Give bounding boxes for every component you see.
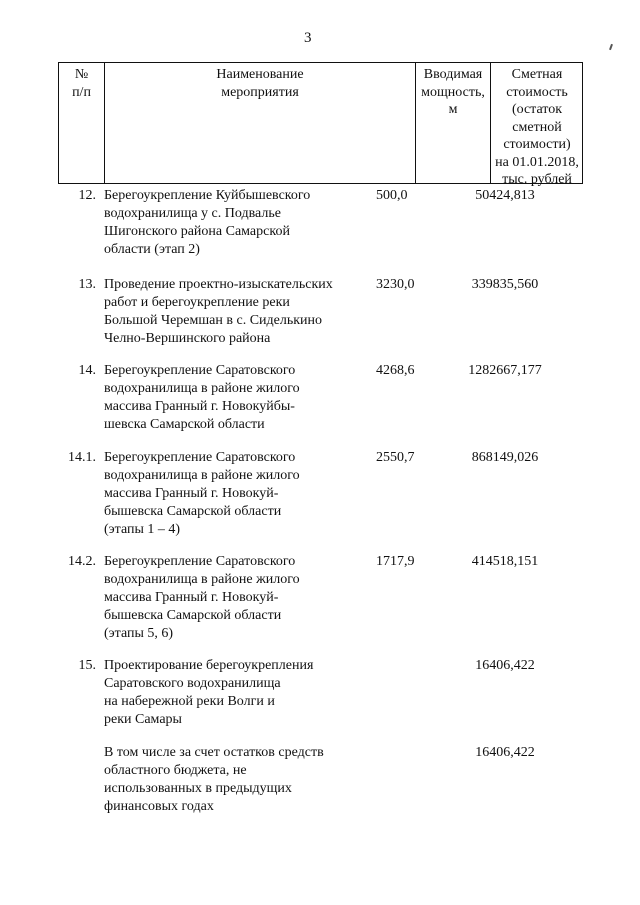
row-name: Берегоукрепление Саратовского водохранилища в районе жилого массива Гранный г. Новокуйбы- шевска Самарской области — [104, 363, 300, 432]
row-name: В том числе за счет остатков средств областного бюджета, не использованных в предыдущих финансовых годах — [104, 745, 324, 814]
page-number: 3 — [304, 30, 312, 46]
row-name: Берегоукрепление Саратовского водохранилища в районе жилого массива Гранный г. Новокуй- бышевска Самарской области (этапы 1 – 4) — [104, 450, 300, 537]
header-cost: Сметная стоимость (остаток сметной стоимости) на 01.01.2018, тыс. рублей — [490, 63, 583, 183]
scan-mark — [609, 44, 613, 50]
header-name: Наименование мероприятия — [104, 63, 415, 183]
row-name: Проведение проектно-изыскательских работ и берегоукрепление реки Большой Черемшан в с. Сиделькино Челно-Вершинского района — [104, 277, 333, 346]
row-cost: 16406,422 — [475, 745, 535, 760]
row-name: Проектирование берегоукрепления Саратовского водохранилища на набережной реки Волги и реки Самары — [104, 658, 314, 727]
row-power: 4268,6 — [376, 363, 415, 378]
row-name: Берегоукрепление Куйбышевского водохранилища у с. Подвалье Шигонского района Самарской области (этап 2) — [104, 188, 311, 257]
row-number: 15. — [78, 658, 96, 673]
row-power: 500,0 — [376, 188, 408, 203]
row-cost: 1282667,177 — [468, 363, 542, 378]
row-name: Берегоукрепление Саратовского водохранилища в районе жилого массива Гранный г. Новокуй- бышевска Самарской области (этапы 5, 6) — [104, 554, 300, 641]
row-cost: 868149,026 — [471, 450, 539, 465]
row-number: 14.1. — [68, 450, 96, 465]
row-number: 14.2. — [68, 554, 96, 569]
row-number: 12. — [78, 188, 96, 203]
row-cost: 16406,422 — [475, 658, 535, 673]
row-power: 2550,7 — [376, 450, 415, 465]
row-cost: 50424,813 — [475, 188, 535, 203]
row-power: 1717,9 — [376, 554, 415, 569]
row-number: 14. — [78, 363, 96, 378]
row-number: 13. — [78, 277, 96, 292]
header-number: № п/п — [72, 67, 91, 100]
row-cost: 339835,560 — [471, 277, 539, 292]
table-header — [58, 62, 583, 187]
header-power: Вводимая мощность, м — [415, 63, 490, 183]
row-power: 3230,0 — [376, 277, 415, 292]
row-cost: 414518,151 — [471, 554, 539, 569]
